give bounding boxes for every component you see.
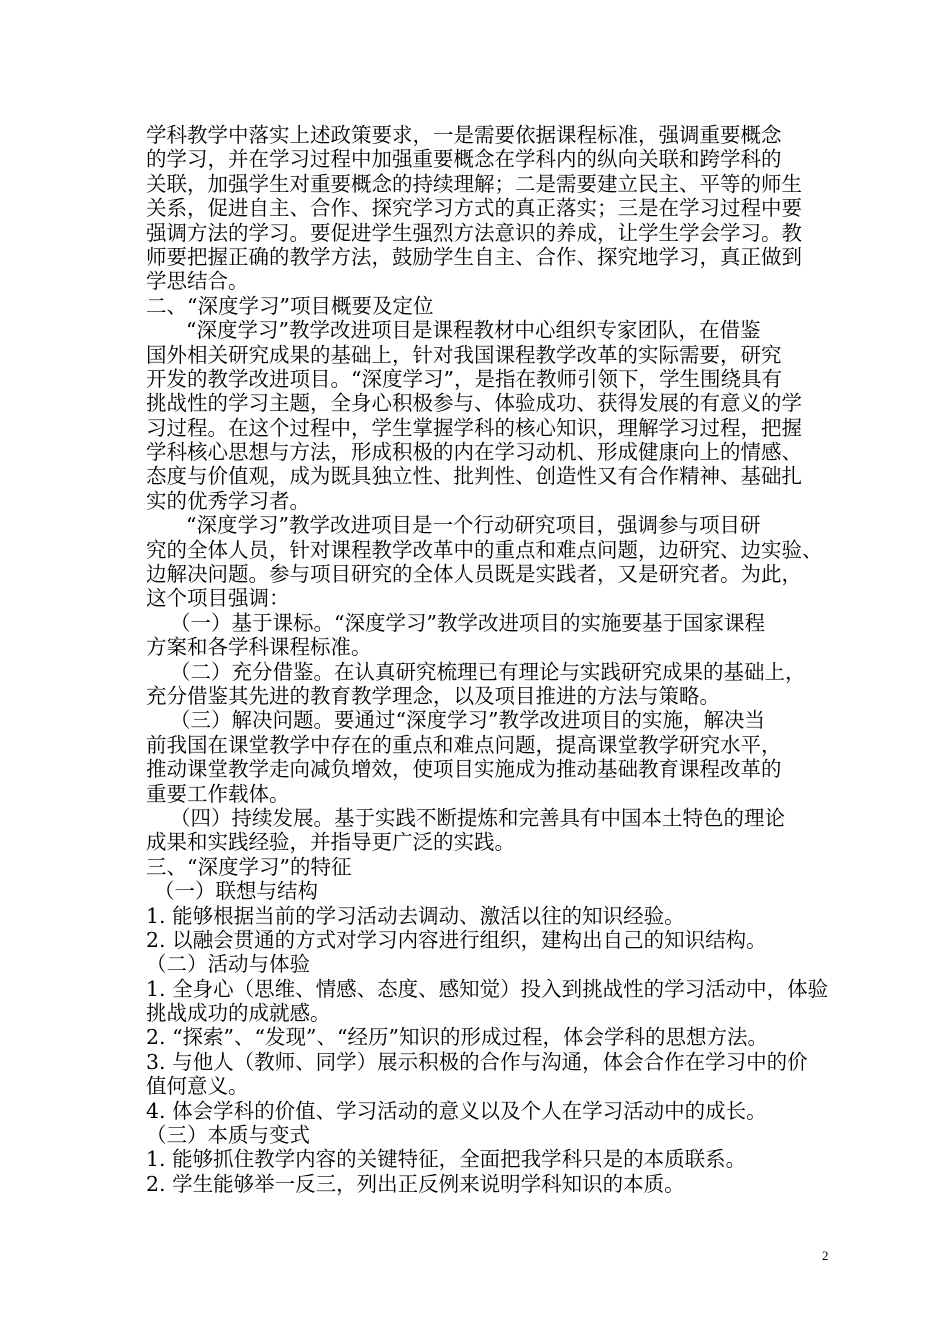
section-heading: 三、“深度学习”的特征: [146, 854, 352, 879]
body-line: 学科教学中落实上述政策要求，一是需要依据课程标准，强调重要概念: [146, 123, 782, 147]
body-line: 学思结合。: [146, 269, 249, 294]
list-item-first-line: （二）充分借鉴。在认真研究梳理已有理论与实践研究成果的基础上，: [170, 659, 806, 684]
body-line: 推动课堂教学走向减负增效，使项目实施成为推动基础教育课程改革的: [146, 757, 782, 782]
body-line: 习过程。在这个过程中，学生掌握学科的核心知识，理解学习过程，把握: [146, 415, 802, 440]
list-item-first-line: （一）基于课标。“深度学习”教学改进项目的实施要基于国家课程: [170, 610, 765, 635]
list-item: 4. 体会学科的价值、学习活动的意义以及个人在学习活动中的成长。: [146, 1098, 767, 1123]
body-line: 成果和实践经验，并指导更广泛的实践。: [146, 830, 515, 855]
subsection-heading: （二）活动与体验: [146, 952, 310, 977]
page-number: 2: [822, 1248, 829, 1263]
body-line: 的学习，并在学习过程中加强重要概念在学科内的纵向关联和跨学科的: [146, 147, 782, 172]
subsection-heading: （三）本质与变式: [146, 1123, 310, 1148]
list-item: 3. 与他人（教师、同学）展示积极的合作与沟通，体会合作在学习中的价: [146, 1049, 808, 1074]
body-line: 方案和各学科课程标准。: [146, 635, 372, 660]
list-item: 2. “探索”、“发现”、“经历”知识的形成过程，体会学科的思想方法。: [146, 1025, 768, 1050]
body-line: 究的全体人员，针对课程教学改革中的重点和难点问题，边研究、边实验、: [146, 537, 823, 562]
list-item: 1. 能够根据当前的学习活动去调动、激活以往的知识经验。: [146, 903, 685, 928]
body-line: 重要工作载体。: [146, 781, 290, 806]
list-item: 1. 能够抓住教学内容的关键特征，全面把我学科只是的本质联系。: [146, 1147, 747, 1172]
body-line: 这个项目强调：: [146, 586, 290, 611]
paragraph-first-line: “深度学习”教学改进项目是课程教材中心组织专家团队，在借鉴: [186, 318, 761, 343]
body-line: 国外相关研究成果的基础上，针对我国课程教学改革的实际需要，研究: [146, 342, 782, 367]
body-line: 前我国在课堂教学中存在的重点和难点问题，提高课堂教学研究水平，: [146, 732, 782, 757]
body-line: 实的优秀学习者。: [146, 488, 310, 513]
body-line: 挑战性的学习主题，全身心积极参与、体验成功、获得发展的有意义的学: [146, 391, 802, 416]
body-line: 边解决问题。参与项目研究的全体人员既是实践者，又是研究者。为此，: [146, 562, 802, 587]
list-item: 2. 学生能够举一反三，列出正反例来说明学科知识的本质。: [146, 1171, 685, 1196]
body-line: 关联，加强学生对重要概念的持续理解；二是需要建立民主、平等的师生: [146, 171, 802, 196]
list-item-first-line: （四）持续发展。基于实践不断提炼和完善具有中国本土特色的理论: [170, 805, 785, 830]
paragraph-first-line: “深度学习”教学改进项目是一个行动研究项目，强调参与项目研: [186, 513, 761, 538]
body-line: 强调方法的学习。要促进学生强烈方法意识的养成，让学生学会学习。教: [146, 220, 802, 245]
list-item: 1. 全身心（思维、情感、态度、感知觉）投入到挑战性的学习活动中，体验: [146, 976, 829, 1001]
body-line: 学科核心思想与方法，形成积极的内在学习动机、形成健康向上的情感、: [146, 440, 802, 465]
list-item: 2. 以融会贯通的方式对学习内容进行组织，建构出自己的知识结构。: [146, 927, 767, 952]
body-line: 开发的教学改进项目。“深度学习”，是指在教师引领下，学生围绕具有: [146, 366, 782, 391]
subsection-heading: （一）联想与结构: [154, 879, 318, 904]
body-line: 充分借鉴其先进的教育教学理念，以及项目推进的方法与策略。: [146, 683, 720, 708]
section-heading: 二、“深度学习”项目概要及定位: [146, 293, 434, 318]
list-item-first-line: （三）解决问题。要通过“深度学习”教学改进项目的实施，解决当: [170, 708, 765, 733]
body-line: 值何意义。: [146, 1074, 249, 1099]
body-line: 师要把握正确的教学方法，鼓励学生自主、合作、探究地学习，真正做到: [146, 244, 802, 269]
body-line: 关系，促进自主、合作、探究学习方式的真正落实；三是在学习过程中要: [146, 196, 802, 221]
document-body: [146, 123, 838, 1196]
body-line: 挑战成功的成就感。: [146, 1001, 331, 1026]
body-line: 态度与价值观，成为既具独立性、批判性、创造性又有合作精神、基础扎: [146, 464, 802, 489]
